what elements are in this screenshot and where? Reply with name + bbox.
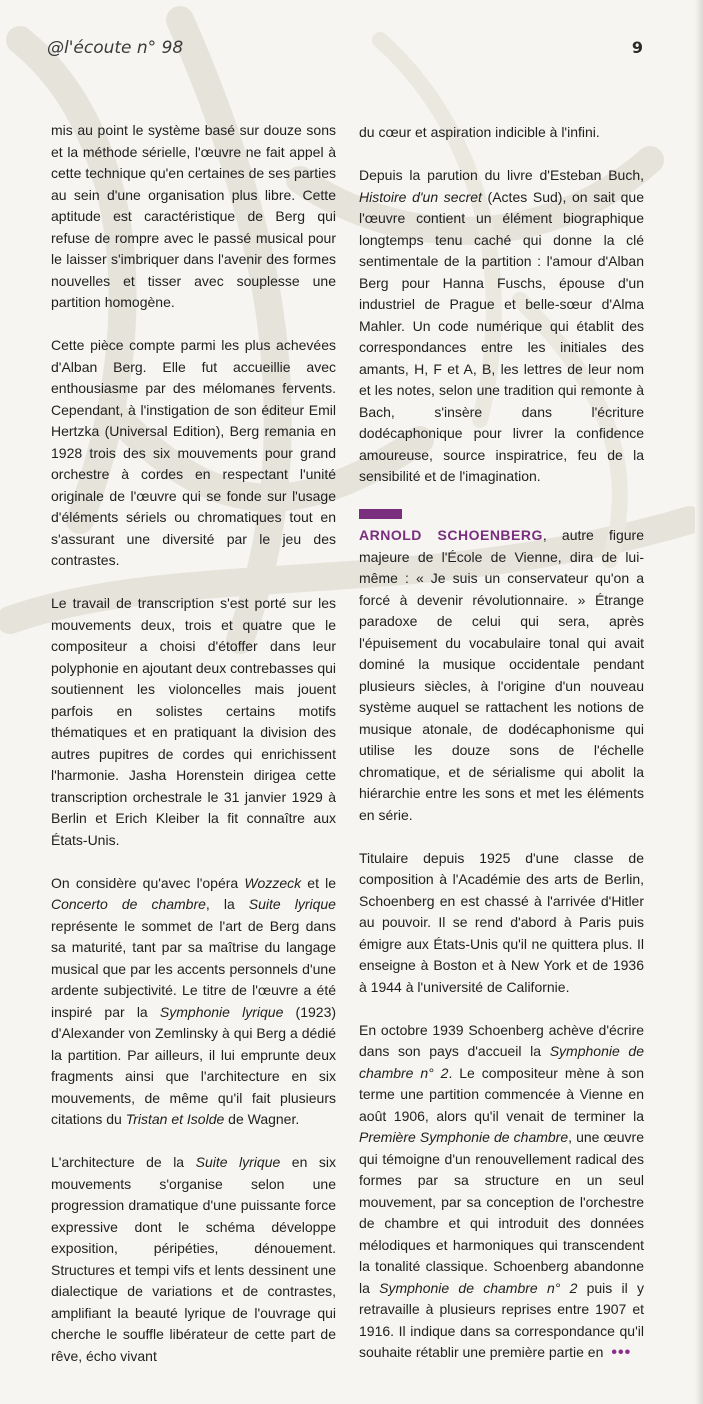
paragraph: En octobre 1939 Schoenberg achève d'écrire dans son pays d'accueil la Symphonie de chambre n° 2. Le compositeur mène à son terme une partition commencée à Vienne en août 1906, alors qu'il venait de terminer la Première Symphonie de chambre, une œuvre qui témoigne d'un renouvellement radical des formes par sa structure en un seul mouvement, par sa conception de l'orchestre de chambre et qui introduit des données mélodiques et harmoniques qui transcendent la tonalité classique. Schoenberg abandonne la Symphonie de chambre n° 2 puis il y retravaille à plusieurs reprises entre 1907 et 1916. Il indique dans sa correspondance qu'il souhaite rétablir une première partie en •••	[359, 1021, 645, 1361]
work-title: Wozzeck	[244, 874, 302, 891]
paragraph: mis au point le système basé sur douze sons et la méthode sérielle, l'œuvre ne fait appel à cette technique qu'en certaines de ses parties au sein d'une organisation plus libre. Cette aptitude est caractéristique de Berg qui refuse de rompre avec le passé musical pour le laisser s'imbriquer dans l'avenir des formes nouvelles et tisser avec souplesse une partition homogène.	[51, 122, 336, 310]
paragraph: On considère qu'avec l'opéra Wozzeck et le Concerto de chambre, la Suite lyrique représente le sommet de l'art de Berg dans sa maturité, tant par sa maîtrise du langage musical que par les accents personnels d'une ardente subjectivité. Le titre de l'œuvre a été inspiré par la Symphonie lyrique (1923) d'Alexander von Zemlinsky à qui Berg a dédié la partition. Par ailleurs, il lui emprunte deux fragments ainsi que l'architecture en six mouvements, de même qu'il fait plusieurs citations du Tristan et Isolde de Wagner.	[51, 874, 337, 1127]
paragraph: du cœur et aspiration indicible à l'infini.	[359, 124, 600, 140]
continued-dots-icon: •••	[611, 1344, 632, 1361]
work-title: Tristan et Isolde	[125, 1111, 225, 1127]
left-column	[51, 120, 336, 1389]
work-title: Suite lyrique	[195, 1154, 281, 1170]
work-title: Symphonie de chambre n° 2	[379, 1279, 578, 1296]
work-title: Première Symphonie de chambre	[359, 1129, 569, 1145]
work-title: Suite lyrique	[248, 896, 336, 912]
paragraph: Titulaire depuis 1925 d'une classe de composition à l'Académie des arts de Berlin, Schoenberg en est chassé à l'arrivée d'Hitler au pouvoir. Il se rend d'abord à Paris puis émigre aux États-Unis qu'il ne quittera plus. Il enseigne à Boston et à New York et de 1936 à 1944 à l'université de Californie.	[359, 849, 644, 995]
paragraph: Depuis la parution du livre d'Esteban Buch, Histoire d'un secret (Actes Sud), on sait que l'œuvre contient un élément biographique longtemps tenu caché qui donne la clé sentimentale de la partition : l'amour d'Alban Berg pour Hanna Fuschs, épouse d'un industriel de Prague et belle-sœur d'Alma Mahler. Un code numérique qui établit des correspondances entre les initiales des amants, H, F et A, B, les lettres de leur nom et les notes, selon une tradition qui remonte à Bach, s'insère dans l'écriture dodécaphonique pour livrer la confidence amoureuse, source inspiratrice, feu de la sensibilité et de l'imagination.	[359, 167, 644, 484]
right-column	[359, 122, 644, 1385]
work-title: Symphonie lyrique	[159, 1003, 284, 1020]
paragraph: L'architecture de la Suite lyrique en six mouvements s'organise selon une progression dramatique d'une puissante force expressive dont le schéma développe exposition, péripéties, dénouement. Structures et tempi vifs et lents dessinent une dialectique de variations et de contrastes, amplifiant la beauté lyrique de l'ouvrage qui cherche le souffle libérateur de cette part de rêve, écho vivant	[51, 1154, 336, 1364]
page-edge-shadow	[695, 0, 703, 1404]
running-title: @l'écoute n° 98	[47, 38, 184, 58]
book-title: Histoire d'un secret	[359, 188, 482, 205]
work-title: Concerto de chambre	[51, 896, 206, 912]
paragraph: Cette pièce compte parmi les plus achevées d'Alban Berg. Elle fut accueillie avec enthousiasme par des mélomanes fervents. Cependant, à l'instigation de son éditeur Emil Hertzka (Universal Edition), Berg remania en 1928 trois des six mouvements pour grand orchestre à cordes en respectant l'unité originale de l'œuvre qui se fonde sur l'usage d'éléments sériels ou chromatiques tout en s'assurant une diversité par le jeu des contrastes.	[51, 337, 336, 568]
page-header	[47, 38, 643, 68]
paragraph: ARNOLD SCHOENBERG, autre figure majeure de l'École de Vienne, dira de lui-même : « Je suis un conservateur qu'on a forcé à devenir révolutionnaire. » Étrange paradoxe de celui qui sera, après l'épuisement du vocabulaire tonal qui avait dominé la musique occidentale pendant plusieurs siècles, à l'origine d'un nouveau système auquel se rattachent les notions de musique atonale, de dodécaphonisme qui utilise les douze sons de l'échelle chromatique, et de sérialisme qui abolit la hiérarchie entre les sons et met les éléments en série.	[359, 527, 644, 823]
paragraph: Le travail de transcription s'est porté sur les mouvements deux, trois et quatre que le compositeur a choisi d'étoffer dans leur polyphonie en ajoutant deux contrebasses qui soutiennent les violoncelles mais jouent parfois en solistes certains motifs thématiques et en pratiquant la division des autres pupitres de cordes qui enrichissent l'harmonie. Jasha Horenstein dirigea cette transcription orchestrale le 31 janvier 1929 à Berlin et Erich Kleiber la fit connaître aux États-Unis.	[51, 595, 336, 848]
work-title: Symphonie de chambre n° 2	[359, 1043, 644, 1081]
composer-name: ARNOLD SCHOENBERG	[359, 527, 543, 543]
page-number: 9	[631, 38, 643, 57]
section-accent-bar	[359, 509, 402, 519]
